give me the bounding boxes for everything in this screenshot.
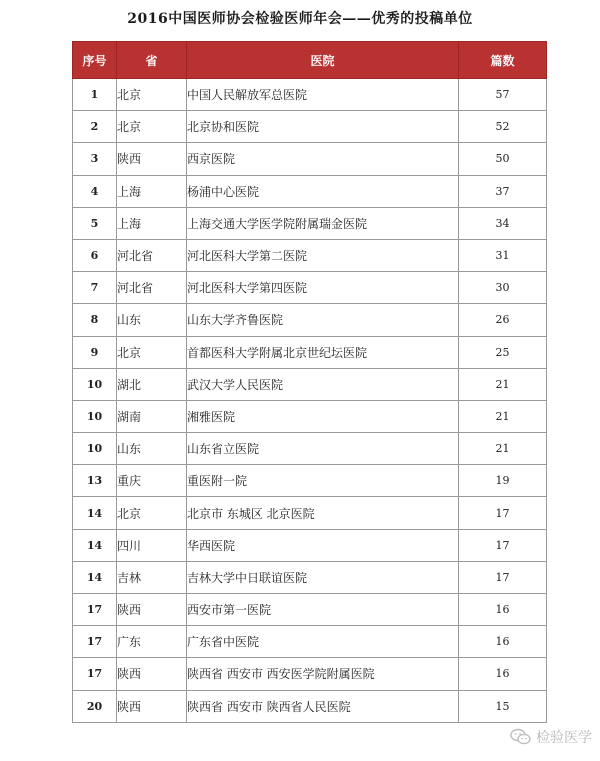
cell-count: 25 xyxy=(459,336,547,368)
table-row xyxy=(73,465,547,497)
table-row xyxy=(73,79,547,111)
table-row xyxy=(73,336,547,368)
watermark xyxy=(510,727,592,747)
table-header-row xyxy=(73,42,547,79)
cell-hospital: 河北医科大学第四医院 xyxy=(187,272,459,304)
cell-hospital: 西安市第一医院 xyxy=(187,594,459,626)
cell-seq: 14 xyxy=(73,497,117,529)
cell-province: 北京 xyxy=(117,111,187,143)
cell-seq: 1 xyxy=(73,79,117,111)
table-row xyxy=(73,626,547,658)
cell-seq: 17 xyxy=(73,626,117,658)
cell-count: 16 xyxy=(459,594,547,626)
cell-count: 16 xyxy=(459,626,547,658)
cell-seq: 20 xyxy=(73,690,117,722)
cell-province: 上海 xyxy=(117,207,187,239)
cell-count: 21 xyxy=(459,368,547,400)
table-row xyxy=(73,529,547,561)
cell-count: 34 xyxy=(459,207,547,239)
cell-seq: 4 xyxy=(73,175,117,207)
cell-province: 山东 xyxy=(117,433,187,465)
cell-seq: 3 xyxy=(73,143,117,175)
cell-hospital: 武汉大学人民医院 xyxy=(187,368,459,400)
table-row xyxy=(73,400,547,432)
cell-province: 重庆 xyxy=(117,465,187,497)
cell-count: 37 xyxy=(459,175,547,207)
table-row xyxy=(73,433,547,465)
table-row xyxy=(73,272,547,304)
cell-seq: 10 xyxy=(73,433,117,465)
cell-province: 上海 xyxy=(117,175,187,207)
cell-hospital: 北京市 东城区 北京医院 xyxy=(187,497,459,529)
cell-seq: 17 xyxy=(73,594,117,626)
cell-count: 26 xyxy=(459,304,547,336)
table-row xyxy=(73,497,547,529)
cell-count: 30 xyxy=(459,272,547,304)
cell-province: 湖北 xyxy=(117,368,187,400)
cell-province: 广东 xyxy=(117,626,187,658)
cell-seq: 13 xyxy=(73,465,117,497)
cell-hospital: 广东省中医院 xyxy=(187,626,459,658)
cell-province: 吉林 xyxy=(117,561,187,593)
cell-count: 19 xyxy=(459,465,547,497)
table-row xyxy=(73,658,547,690)
table-row xyxy=(73,594,547,626)
table-row xyxy=(73,690,547,722)
cell-seq: 14 xyxy=(73,529,117,561)
cell-province: 湖南 xyxy=(117,400,187,432)
cell-province: 北京 xyxy=(117,336,187,368)
cell-seq: 10 xyxy=(73,368,117,400)
cell-hospital: 华西医院 xyxy=(187,529,459,561)
cell-province: 河北省 xyxy=(117,239,187,271)
table-row xyxy=(73,368,547,400)
ranking-table xyxy=(72,41,547,723)
cell-seq: 8 xyxy=(73,304,117,336)
cell-count: 52 xyxy=(459,111,547,143)
cell-province: 河北省 xyxy=(117,272,187,304)
header-seq: 序号 xyxy=(73,42,117,79)
cell-count: 21 xyxy=(459,433,547,465)
cell-seq: 9 xyxy=(73,336,117,368)
table-row xyxy=(73,111,547,143)
cell-province: 山东 xyxy=(117,304,187,336)
cell-count: 17 xyxy=(459,529,547,561)
cell-count: 31 xyxy=(459,239,547,271)
cell-seq: 14 xyxy=(73,561,117,593)
cell-province: 北京 xyxy=(117,497,187,529)
cell-province: 陕西 xyxy=(117,143,187,175)
cell-province: 四川 xyxy=(117,529,187,561)
cell-hospital: 北京协和医院 xyxy=(187,111,459,143)
page-title: 2016中国医师协会检验医师年会——优秀的投稿单位 xyxy=(127,11,473,27)
cell-hospital: 湘雅医院 xyxy=(187,400,459,432)
cell-seq: 2 xyxy=(73,111,117,143)
cell-seq: 10 xyxy=(73,400,117,432)
cell-seq: 5 xyxy=(73,207,117,239)
table-row xyxy=(73,175,547,207)
wechat-icon xyxy=(510,728,532,746)
cell-count: 17 xyxy=(459,497,547,529)
table-row xyxy=(73,239,547,271)
cell-seq: 7 xyxy=(73,272,117,304)
table-row xyxy=(73,207,547,239)
cell-province: 陕西 xyxy=(117,658,187,690)
cell-count: 15 xyxy=(459,690,547,722)
table-row xyxy=(73,304,547,336)
header-hospital: 医院 xyxy=(187,42,459,79)
cell-hospital: 山东大学齐鲁医院 xyxy=(187,304,459,336)
watermark-text: 检验医学 xyxy=(536,730,592,746)
cell-hospital: 中国人民解放军总医院 xyxy=(187,79,459,111)
cell-province: 陕西 xyxy=(117,690,187,722)
cell-hospital: 上海交通大学医学院附属瑞金医院 xyxy=(187,207,459,239)
cell-hospital: 杨浦中心医院 xyxy=(187,175,459,207)
table-row xyxy=(73,143,547,175)
cell-hospital: 首都医科大学附属北京世纪坛医院 xyxy=(187,336,459,368)
cell-count: 50 xyxy=(459,143,547,175)
cell-hospital: 河北医科大学第二医院 xyxy=(187,239,459,271)
table-row xyxy=(73,561,547,593)
cell-hospital: 吉林大学中日联谊医院 xyxy=(187,561,459,593)
cell-province: 陕西 xyxy=(117,594,187,626)
cell-seq: 17 xyxy=(73,658,117,690)
cell-count: 16 xyxy=(459,658,547,690)
cell-hospital: 西京医院 xyxy=(187,143,459,175)
cell-hospital: 陕西省 西安市 陕西省人民医院 xyxy=(187,690,459,722)
cell-hospital: 陕西省 西安市 西安医学院附属医院 xyxy=(187,658,459,690)
table-body xyxy=(73,79,547,723)
cell-hospital: 山东省立医院 xyxy=(187,433,459,465)
header-province: 省 xyxy=(117,42,187,79)
cell-count: 21 xyxy=(459,400,547,432)
cell-count: 17 xyxy=(459,561,547,593)
cell-seq: 6 xyxy=(73,239,117,271)
header-count: 篇数 xyxy=(459,42,547,79)
cell-count: 57 xyxy=(459,79,547,111)
cell-province: 北京 xyxy=(117,79,187,111)
cell-hospital: 重医附一院 xyxy=(187,465,459,497)
